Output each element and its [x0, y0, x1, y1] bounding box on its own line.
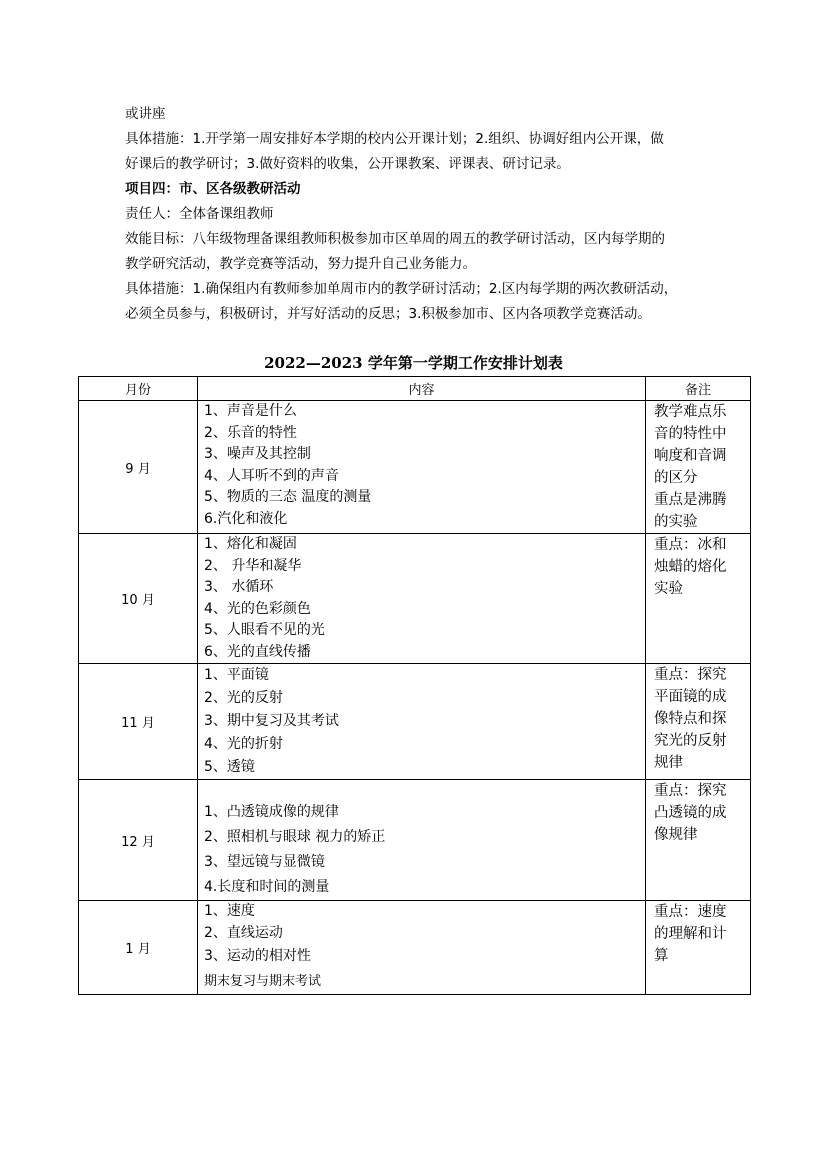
list-item: 4.长度和时间的测量: [204, 879, 330, 895]
note-line: 实验: [654, 581, 683, 597]
list-item: 1、熔化和凝固: [204, 536, 297, 552]
text-line: 好课后的教学研讨；3.做好资料的收集，公开课教案、评课表、研讨记录。: [125, 156, 570, 172]
content-cell: [198, 534, 646, 664]
header-content: 内容: [198, 377, 646, 401]
content-cell: [198, 901, 646, 995]
list-item: 1、速度: [204, 903, 255, 919]
note-line: 的理解和计: [654, 926, 727, 942]
list-item: 5、人眼看不见的光: [204, 622, 325, 638]
text-line: 责任人：全体备课组教师: [125, 206, 274, 222]
list-item: 3、期中复习及其考试: [204, 713, 339, 729]
text-line: 具体措施：1.开学第一周安排好本学期的校内公开课计划；2.组织、协调好组内公开课，做: [125, 131, 664, 147]
text-line: 效能目标：八年级物理备课组教师积极参加市区单周的周五的教学研讨活动，区内每学期的: [125, 231, 665, 247]
table-title: 2022—2023 学年第一学期工作安排计划表: [264, 354, 563, 372]
note-line: 的实验: [654, 514, 698, 530]
month-cell: 10 月: [79, 534, 198, 664]
note-line: 重点是沸腾: [654, 492, 727, 508]
list-item: 1、声音是什么: [204, 403, 297, 419]
list-item: 6.汽化和液化: [204, 510, 288, 527]
text-line: 必须全员参与，积极研讨，并写好活动的反思；3.积极参加市、区内各项教学竞赛活动。: [125, 306, 651, 322]
note-line: 凸透镜的成: [654, 805, 727, 821]
note-line: 重点：冰和: [654, 537, 727, 553]
header-month: 月份: [79, 377, 198, 401]
list-item: 4、人耳听不到的声音: [204, 467, 339, 484]
text-line: 或讲座: [125, 106, 166, 122]
table-row: [79, 401, 751, 534]
list-item: 2、照相机与眼球 视力的矫正: [204, 829, 386, 845]
list-item: 1、凸透镜成像的规律: [204, 804, 339, 820]
note-line: 重点：速度: [654, 904, 727, 920]
section-heading: 项目四：市、区各级教研活动: [125, 181, 301, 197]
note-line: 的区分: [654, 470, 698, 486]
note-line: 烛蜡的熔化: [654, 559, 727, 575]
note-line: 究光的反射: [654, 733, 727, 749]
list-item: 1、平面镜: [204, 667, 269, 683]
table-row: [79, 780, 751, 901]
note-cell: [646, 780, 751, 901]
table-header-row: [79, 377, 751, 401]
month-cell: 11 月: [79, 664, 198, 780]
content-cell: [198, 780, 646, 901]
note-line: 规律: [654, 755, 683, 771]
list-item: 期末复习与期末考试: [204, 974, 322, 989]
list-item: 3、运动的相对性: [204, 948, 311, 964]
note-line: 音的特性中: [654, 426, 727, 442]
table-row: [79, 664, 751, 780]
note-cell: [646, 901, 751, 995]
table-row: [79, 901, 751, 995]
list-item: 4、光的色彩颜色: [204, 600, 311, 617]
content-cell: [198, 401, 646, 534]
note-line: 像规律: [654, 827, 698, 843]
list-item: 4、光的折射: [204, 736, 283, 752]
list-item: 6、光的直线传播: [204, 643, 311, 660]
month-cell: 12 月: [79, 780, 198, 901]
note-cell: [646, 664, 751, 780]
list-item: 2、直线运动: [204, 924, 283, 941]
month-cell: 9 月: [79, 401, 198, 534]
list-item: 2、光的反射: [204, 690, 283, 706]
note-cell: [646, 401, 751, 534]
header-note: 备注: [646, 377, 751, 401]
list-item: 2、 升华和凝华: [204, 557, 302, 574]
schedule-table: [78, 376, 751, 995]
table-row: [79, 534, 751, 664]
note-line: 重点：探究: [654, 783, 727, 799]
text-line: 教学研究活动，教学竞赛等活动，努力提升自己业务能力。: [125, 256, 476, 272]
list-item: 5、物质的三态 温度的测量: [204, 489, 372, 505]
note-line: 响度和音调: [654, 448, 727, 464]
note-line: 像特点和探: [654, 711, 727, 727]
list-item: 2、乐音的特性: [204, 424, 297, 441]
content-cell: [198, 664, 646, 780]
note-cell: [646, 534, 751, 664]
note-line: 重点：探究: [654, 667, 727, 683]
note-line: 平面镜的成: [654, 689, 727, 705]
intro-text: [125, 102, 725, 327]
list-item: 3、噪声及其控制: [204, 446, 311, 462]
month-cell: 1 月: [79, 901, 198, 995]
note-line: 算: [654, 948, 669, 964]
note-line: 教学难点乐: [654, 404, 727, 420]
list-item: 3、 水循环: [204, 579, 274, 595]
text-line: 具体措施：1.确保组内有教师参加单周市内的教学研讨活动；2.区内每学期的两次教研活动，: [125, 281, 678, 297]
list-item: 5、透镜: [204, 759, 255, 775]
list-item: 3、望远镜与显微镜: [204, 854, 325, 870]
